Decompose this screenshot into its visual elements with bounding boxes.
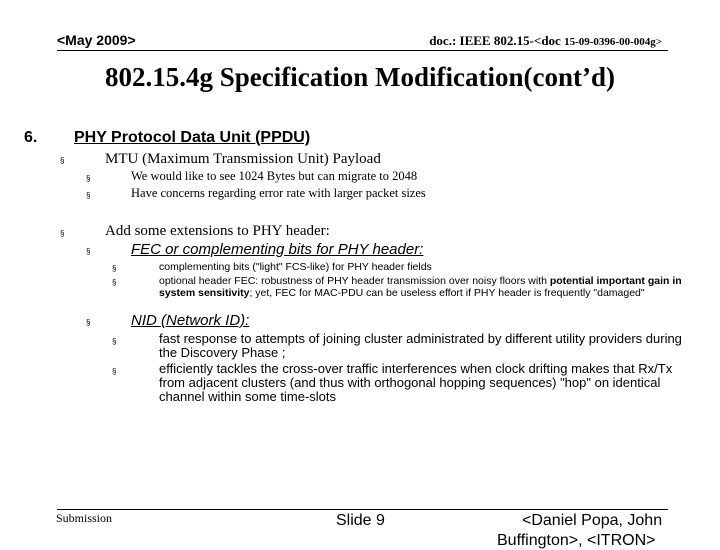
bullet-icon: § — [112, 367, 117, 376]
footer-rule — [57, 509, 668, 510]
fec-item-1: complementing bits ("light" FCS-like) for PHY header fields — [159, 261, 432, 273]
bullet-icon: § — [112, 264, 117, 273]
footer-author-line-2: Buffington>, <ITRON> — [497, 532, 656, 549]
nid-item-1: fast response to attempts of joining cluster administrated by different utility providers during the Discovery Phase ; — [159, 331, 682, 360]
bullet-icon: § — [112, 337, 117, 346]
bullet-icon: § — [60, 229, 65, 238]
header-doc-prefix: doc.: IEEE 802.15-<doc — [429, 33, 561, 48]
fec-item-2-text-end: ; yet, FEC for MAC-PDU can be useless effort if PHY header is frequently "damaged" — [249, 287, 645, 299]
fec-item-2 — [159, 275, 691, 299]
bullet-icon: § — [112, 278, 117, 287]
footer-submission: Submission — [56, 511, 113, 525]
nid-item-2: efficiently tackles the cross-over traffic interferences when clock drifting makes that Rx/Tx from adjacent clusters (and thus with orthogonal hopping sequences) "hop" on identical channel within some time-slots — [159, 361, 673, 404]
fec-item-2-emphasis: potential important gain in system sensitivity — [159, 275, 682, 299]
bullet-icon: § — [86, 318, 91, 327]
footer-author-line-1: <Daniel Popa, John — [522, 512, 663, 529]
footer-slide-number: Slide 9 — [336, 512, 385, 529]
header-date: <May 2009> — [57, 32, 136, 48]
mtu-item-1: We would like to see 1024 Bytes but can migrate to 2048 — [131, 169, 418, 183]
slide-title: 802.15.4g Specification Modification(cont’d) — [105, 62, 615, 92]
header-doc-id — [429, 33, 662, 49]
nid-label: NID (Network ID): — [131, 312, 250, 329]
bullet-icon: § — [86, 247, 91, 256]
bullet-icon: § — [86, 174, 91, 183]
fec-label: FEC or complementing bits for PHY header: — [131, 241, 424, 258]
fec-item-2-text: optional header FEC: robustness of PHY header transmission over noisy floors with — [159, 275, 550, 287]
header-rule — [57, 50, 668, 51]
mtu-item-2: Have concerns regarding error rate with larger packet sizes — [131, 186, 426, 200]
bullet-icon: § — [60, 156, 65, 165]
section-title: PHY Protocol Data Unit (PPDU) — [74, 129, 311, 146]
section-number: 6. — [24, 129, 38, 146]
mtu-label: MTU (Maximum Transmission Unit) Payload — [105, 151, 381, 167]
bullet-icon: § — [86, 191, 91, 200]
extensions-label: Add some extensions to PHY header: — [105, 223, 330, 239]
header-doc-number: 15-09-0396-00-004g> — [564, 36, 662, 48]
